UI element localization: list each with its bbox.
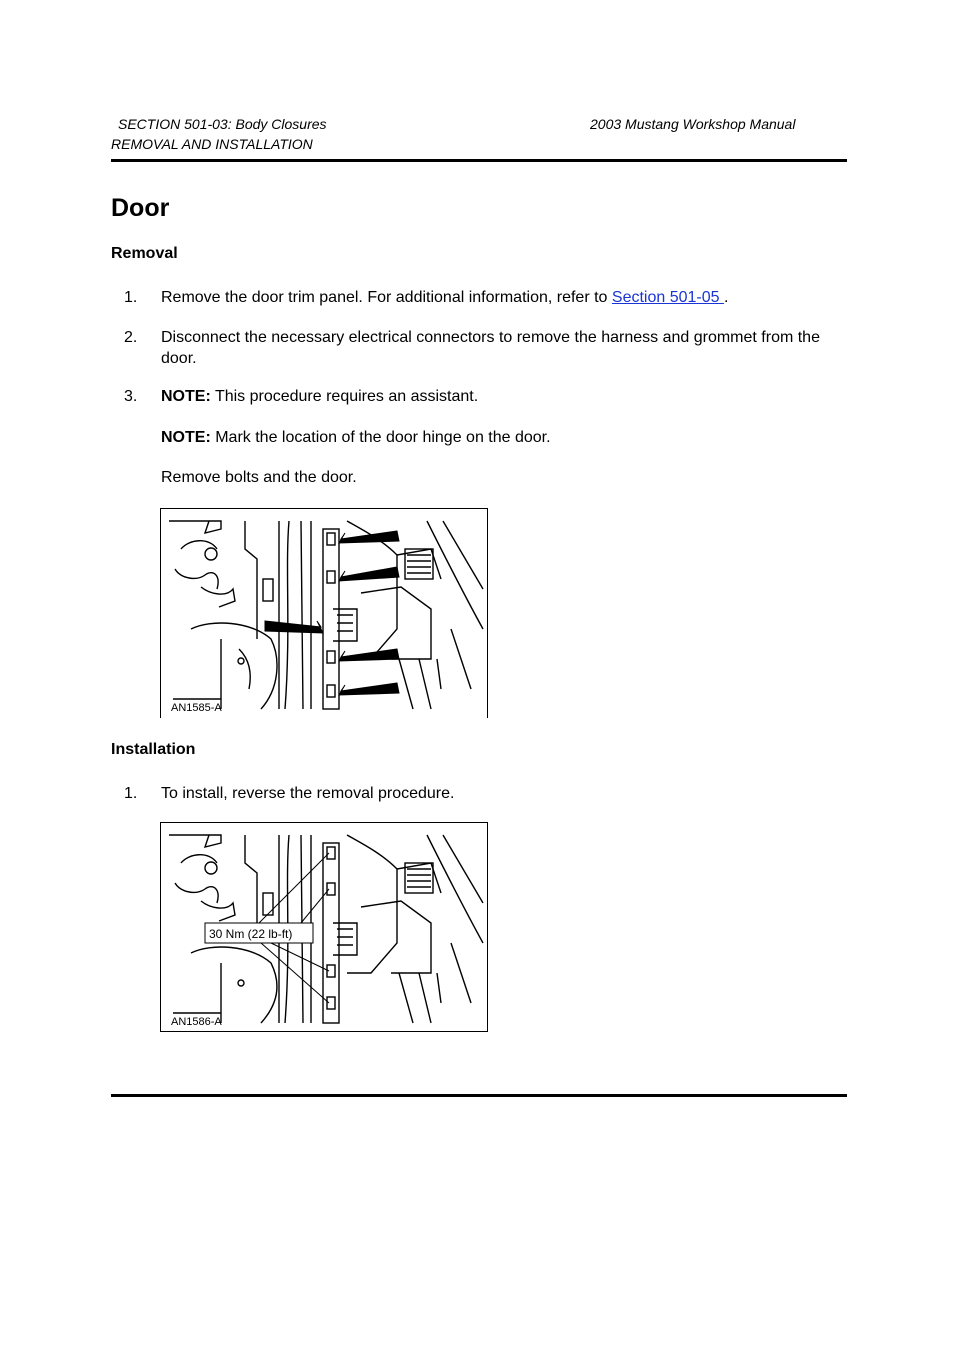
figure-label: AN1586-A [171,1016,222,1028]
step-text: Disconnect the necessary electrical connectors to remove the harness and grommet from the door. [161,329,820,367]
step-text: To install, reverse the removal procedure. [161,785,455,802]
note-label: NOTE: [161,388,211,405]
step-text [161,287,841,308]
note-text: Mark the location of the door hinge on the door. [210,429,551,446]
note-label: NOTE: [161,429,211,446]
page-title: Door [111,194,170,222]
footer-rule [111,1094,847,1097]
figure-label: AN1585-A [171,702,222,714]
removal-heading: Removal [111,245,178,262]
header-manual: 2003 Mustang Workshop Manual [590,116,796,132]
header-rule [111,159,847,162]
step-number: 1. [124,785,138,802]
installation-figure [160,822,488,1032]
removal-final-instruction: Remove bolts and the door. [161,469,357,486]
removal-figure [160,508,488,718]
torque-callout: 30 Nm (22 lb-ft) [209,927,293,941]
section-501-05-link[interactable]: Section 501-05 [611,289,724,306]
step-number: 2. [124,329,138,346]
header-subtitle: REMOVAL AND INSTALLATION [111,136,313,152]
installation-illustration [161,823,487,1031]
removal-note-2 [161,427,551,448]
removal-illustration [161,509,487,718]
step-number: 1. [124,289,138,306]
installation-heading: Installation [111,741,196,758]
header-section: SECTION 501-03: Body Closures [118,116,327,132]
step-number: 3. [124,388,138,405]
note-text: This procedure requires an assistant. [210,388,479,405]
step-text [161,386,841,407]
step-text-after: . [723,289,729,306]
step-text-before: Remove the door trim panel. For additional information, refer to [161,289,612,306]
